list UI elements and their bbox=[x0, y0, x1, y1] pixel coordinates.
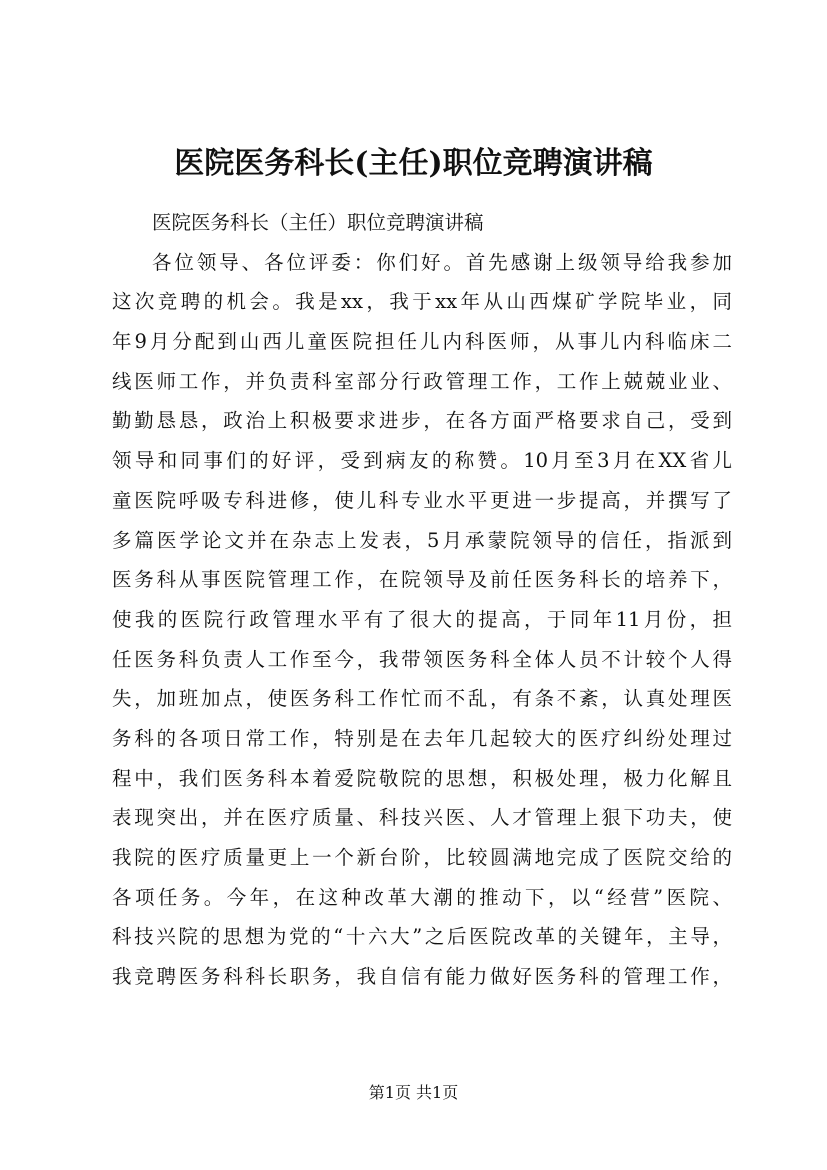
document-title: 医院医务科长(主任)职位竞聘演讲稿 bbox=[174, 146, 653, 181]
document-body bbox=[112, 203, 732, 997]
text-line: 医务科从事医院管理工作，在院领导及前任医务科长的培养下， bbox=[112, 568, 732, 592]
text-line: 勤勤恳恳，政治上积极要求进步，在各方面严格要求自己，受到 bbox=[112, 409, 732, 433]
text-line: 我院的医疗质量更上一个新台阶，比较圆满地完成了医院交给的 bbox=[112, 846, 732, 869]
text-line: 表现突出，并在医疗质量、科技兴医、人才管理上狠下功夫，使 bbox=[112, 806, 732, 830]
text-line: 线医师工作，并负责科室部分行政管理工作，工作上兢兢业业、 bbox=[112, 369, 732, 393]
text-line: 务科的各项日常工作，特别是在去年几起较大的医疗纠纷处理过 bbox=[112, 726, 732, 750]
subtitle-line: 医院医务科长（主任）职位竞聘演讲稿 bbox=[152, 211, 484, 234]
text-line: 科技兴院的思想为党的“十六大”之后医院改革的关键年，主导， bbox=[112, 925, 732, 949]
text-line: 任医务科负责人工作至今，我带领医务科全体人员不计较个人得 bbox=[112, 647, 732, 671]
text-line: 这次竞聘的机会。我是xx，我于xx年从山西煤矿学院毕业，同 bbox=[112, 290, 732, 314]
page-footer: 第1页 共1页 bbox=[368, 1083, 459, 1102]
text-line: 童医院呼吸专科进修，使儿科专业水平更进一步提高，并撰写了 bbox=[112, 488, 732, 512]
text-line: 各项任务。今年，在这种改革大潮的推动下，以“经营”医院、 bbox=[112, 885, 732, 909]
text-line: 各位领导、各位评委：你们好。首先感谢上级领导给我参加 bbox=[152, 250, 732, 274]
text-line: 年9月分配到山西儿童医院担任儿内科医师，从事儿内科临床二 bbox=[112, 330, 732, 354]
text-line: 多篇医学论文并在杂志上发表，5月承蒙院领导的信任，指派到 bbox=[112, 528, 732, 552]
text-line: 领导和同事们的好评，受到病友的称赞。10月至3月在XX省儿 bbox=[112, 449, 732, 473]
text-line: 程中，我们医务科本着爱院敬院的思想，积极处理，极力化解且 bbox=[112, 766, 732, 790]
text-line: 使我的医院行政管理水平有了很大的提高，于同年11月份，担 bbox=[112, 607, 732, 631]
text-line: 我竞聘医务科科长职务，我自信有能力做好医务科的管理工作， bbox=[112, 965, 732, 989]
text-line: 失，加班加点，使医务科工作忙而不乱，有条不紊，认真处理医 bbox=[112, 687, 732, 711]
